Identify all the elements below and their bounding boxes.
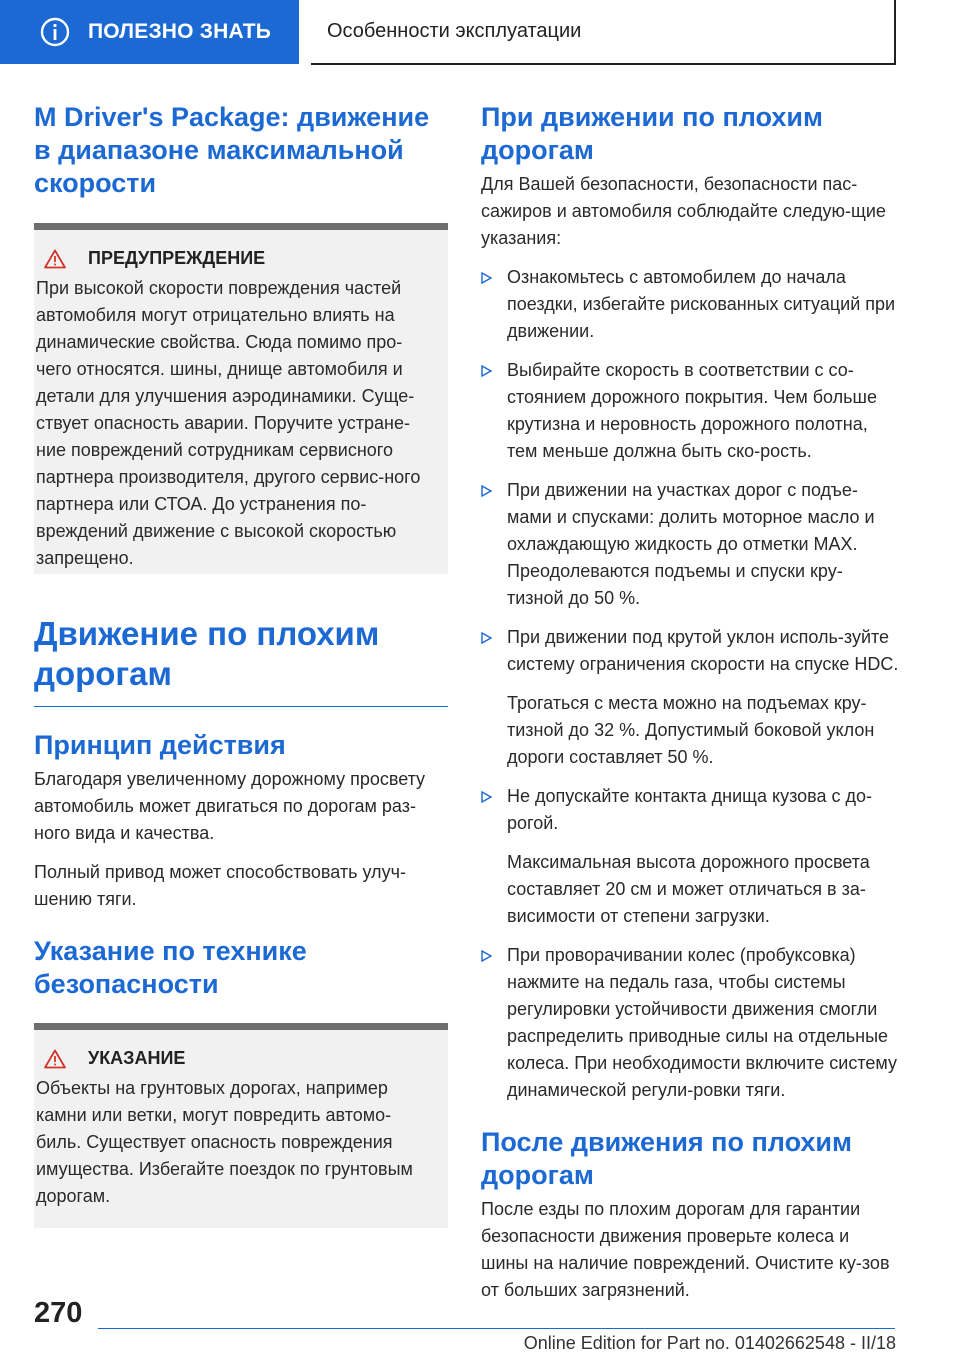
list-item-text: При движении на участках дорог с подъе-мами и спусками: долить моторное масло и охлаждающую жидкость до отметки MAX. Преодолеваются подъемы и спуски кру-тизной до 50 %.: [507, 480, 875, 608]
after-text: После езды по плохим дорогам для гарантии безопасности движения проверьте колеса и шины на наличие повреждений. Очистите ку-зов от больших загрязнений.: [481, 1199, 890, 1300]
principle-text-1: Благодаря увеличенному дорожному просвету автомобиль может двигаться по дорогам раз-ного вида и качества.: [34, 769, 426, 843]
list-item-text: При проворачивании колес (пробуксовка) нажмите на педаль газа, чтобы системы регулировки устойчивости движения смогли распределить приводные силы на отдельные колеса. При необходимости включите систему динамической регули-ровки тяги.: [507, 945, 897, 1100]
note-box: [34, 1023, 448, 1228]
warning-triangle-icon: [44, 249, 66, 269]
list-item-text: Выбирайте скорость в соответствии с со-стоянием дорожного покрытия. Чем больше крутизна и неровность дорожного полотна, тем меньше должна быть ско-рость.: [507, 360, 877, 461]
footer-rule: [98, 1328, 895, 1329]
list-item-text: Ознакомьтесь с автомобилем до начала поездки, избегайте рискованных ситуаций при движении.: [507, 267, 896, 341]
warning-text: При высокой скорости повреждения частей автомобиля могут отрицательно влиять на динамические свойства. Сюда помимо про-чего относятся. шины, днище автомобиля и детали для улучшения аэродинамики. Суще-ствует опасность аварии. Поручите устране-ние повреждений сотрудникам сервисного партнера производителя, другого сервис-ного партнера или СТОА. До устранения по-вреждений движение с высокой скоростью запрещено.: [36, 278, 421, 568]
heading-after-driving: После движения по плохим дорогам: [481, 1127, 852, 1190]
section-tab-label: ПОЛЕЗНО ЗНАТЬ: [88, 20, 272, 43]
triangle-bullet-icon: [481, 272, 492, 284]
page-number: 270: [34, 1297, 83, 1329]
list-item: [481, 477, 899, 612]
heading-principle: Принцип действия: [34, 730, 286, 760]
heading-mdriver: M Driver's Package: движение в диапазоне максимальной скорости: [34, 102, 430, 198]
list-item: [481, 942, 899, 1104]
heading-rule: [34, 706, 448, 707]
list-subtext-hdc: Трогаться с места можно на подъемах кру-тизной до 32 %. Допустимый боковой уклон дороги составляет 50 %.: [507, 693, 875, 767]
list-item: [481, 624, 899, 678]
chapter-title: Особенности эксплуатации: [327, 20, 582, 42]
note-text: Объекты на грунтовых дорогах, например камни или ветки, могут повредить автомо-биль. Существует опасность повреждения имущества. Избегайте поездок по грунтовым дорогам.: [36, 1078, 413, 1206]
list-subtext-clearance: Максимальная высота дорожного просвета составляет 20 см и может отличаться в за-висимости от степени загрузки.: [507, 852, 870, 926]
heading-when-driving: При движении по плохим дорогам: [481, 102, 823, 165]
warning-triangle-icon: [44, 1049, 66, 1069]
warning-box: [34, 223, 448, 574]
intro-text: Для Вашей безопасности, безопасности пас-сажиров и автомобиля соблюдайте следую-щие указания:: [481, 174, 886, 248]
triangle-bullet-icon: [481, 791, 492, 803]
list-item: [481, 264, 899, 345]
left-column: [34, 0, 448, 1228]
note-title: УКАЗАНИЕ: [88, 1048, 186, 1068]
principle-text-2: Полный привод может способствовать улуч-шению тяги.: [34, 862, 406, 909]
triangle-bullet-icon: [481, 485, 492, 497]
heading-safety: Указание по технике безопасности: [34, 936, 307, 999]
triangle-bullet-icon: [481, 365, 492, 377]
list-item-text: При движении под крутой уклон исполь-зуйте систему ограничения скорости на спуске HDC.: [507, 627, 899, 674]
list-item: [481, 783, 899, 837]
heading-bad-roads: Движение по плохим дорогам: [34, 615, 380, 692]
edition-info: Online Edition for Part no. 01402662548 - II/18: [523, 1333, 896, 1353]
triangle-bullet-icon: [481, 632, 492, 644]
list-item: [481, 357, 899, 465]
warning-title: ПРЕДУПРЕЖДЕНИЕ: [88, 248, 266, 268]
right-column: [481, 0, 899, 1304]
list-item-text: Не допускайте контакта днища кузова с до-рогой.: [507, 786, 873, 833]
triangle-bullet-icon: [481, 950, 492, 962]
